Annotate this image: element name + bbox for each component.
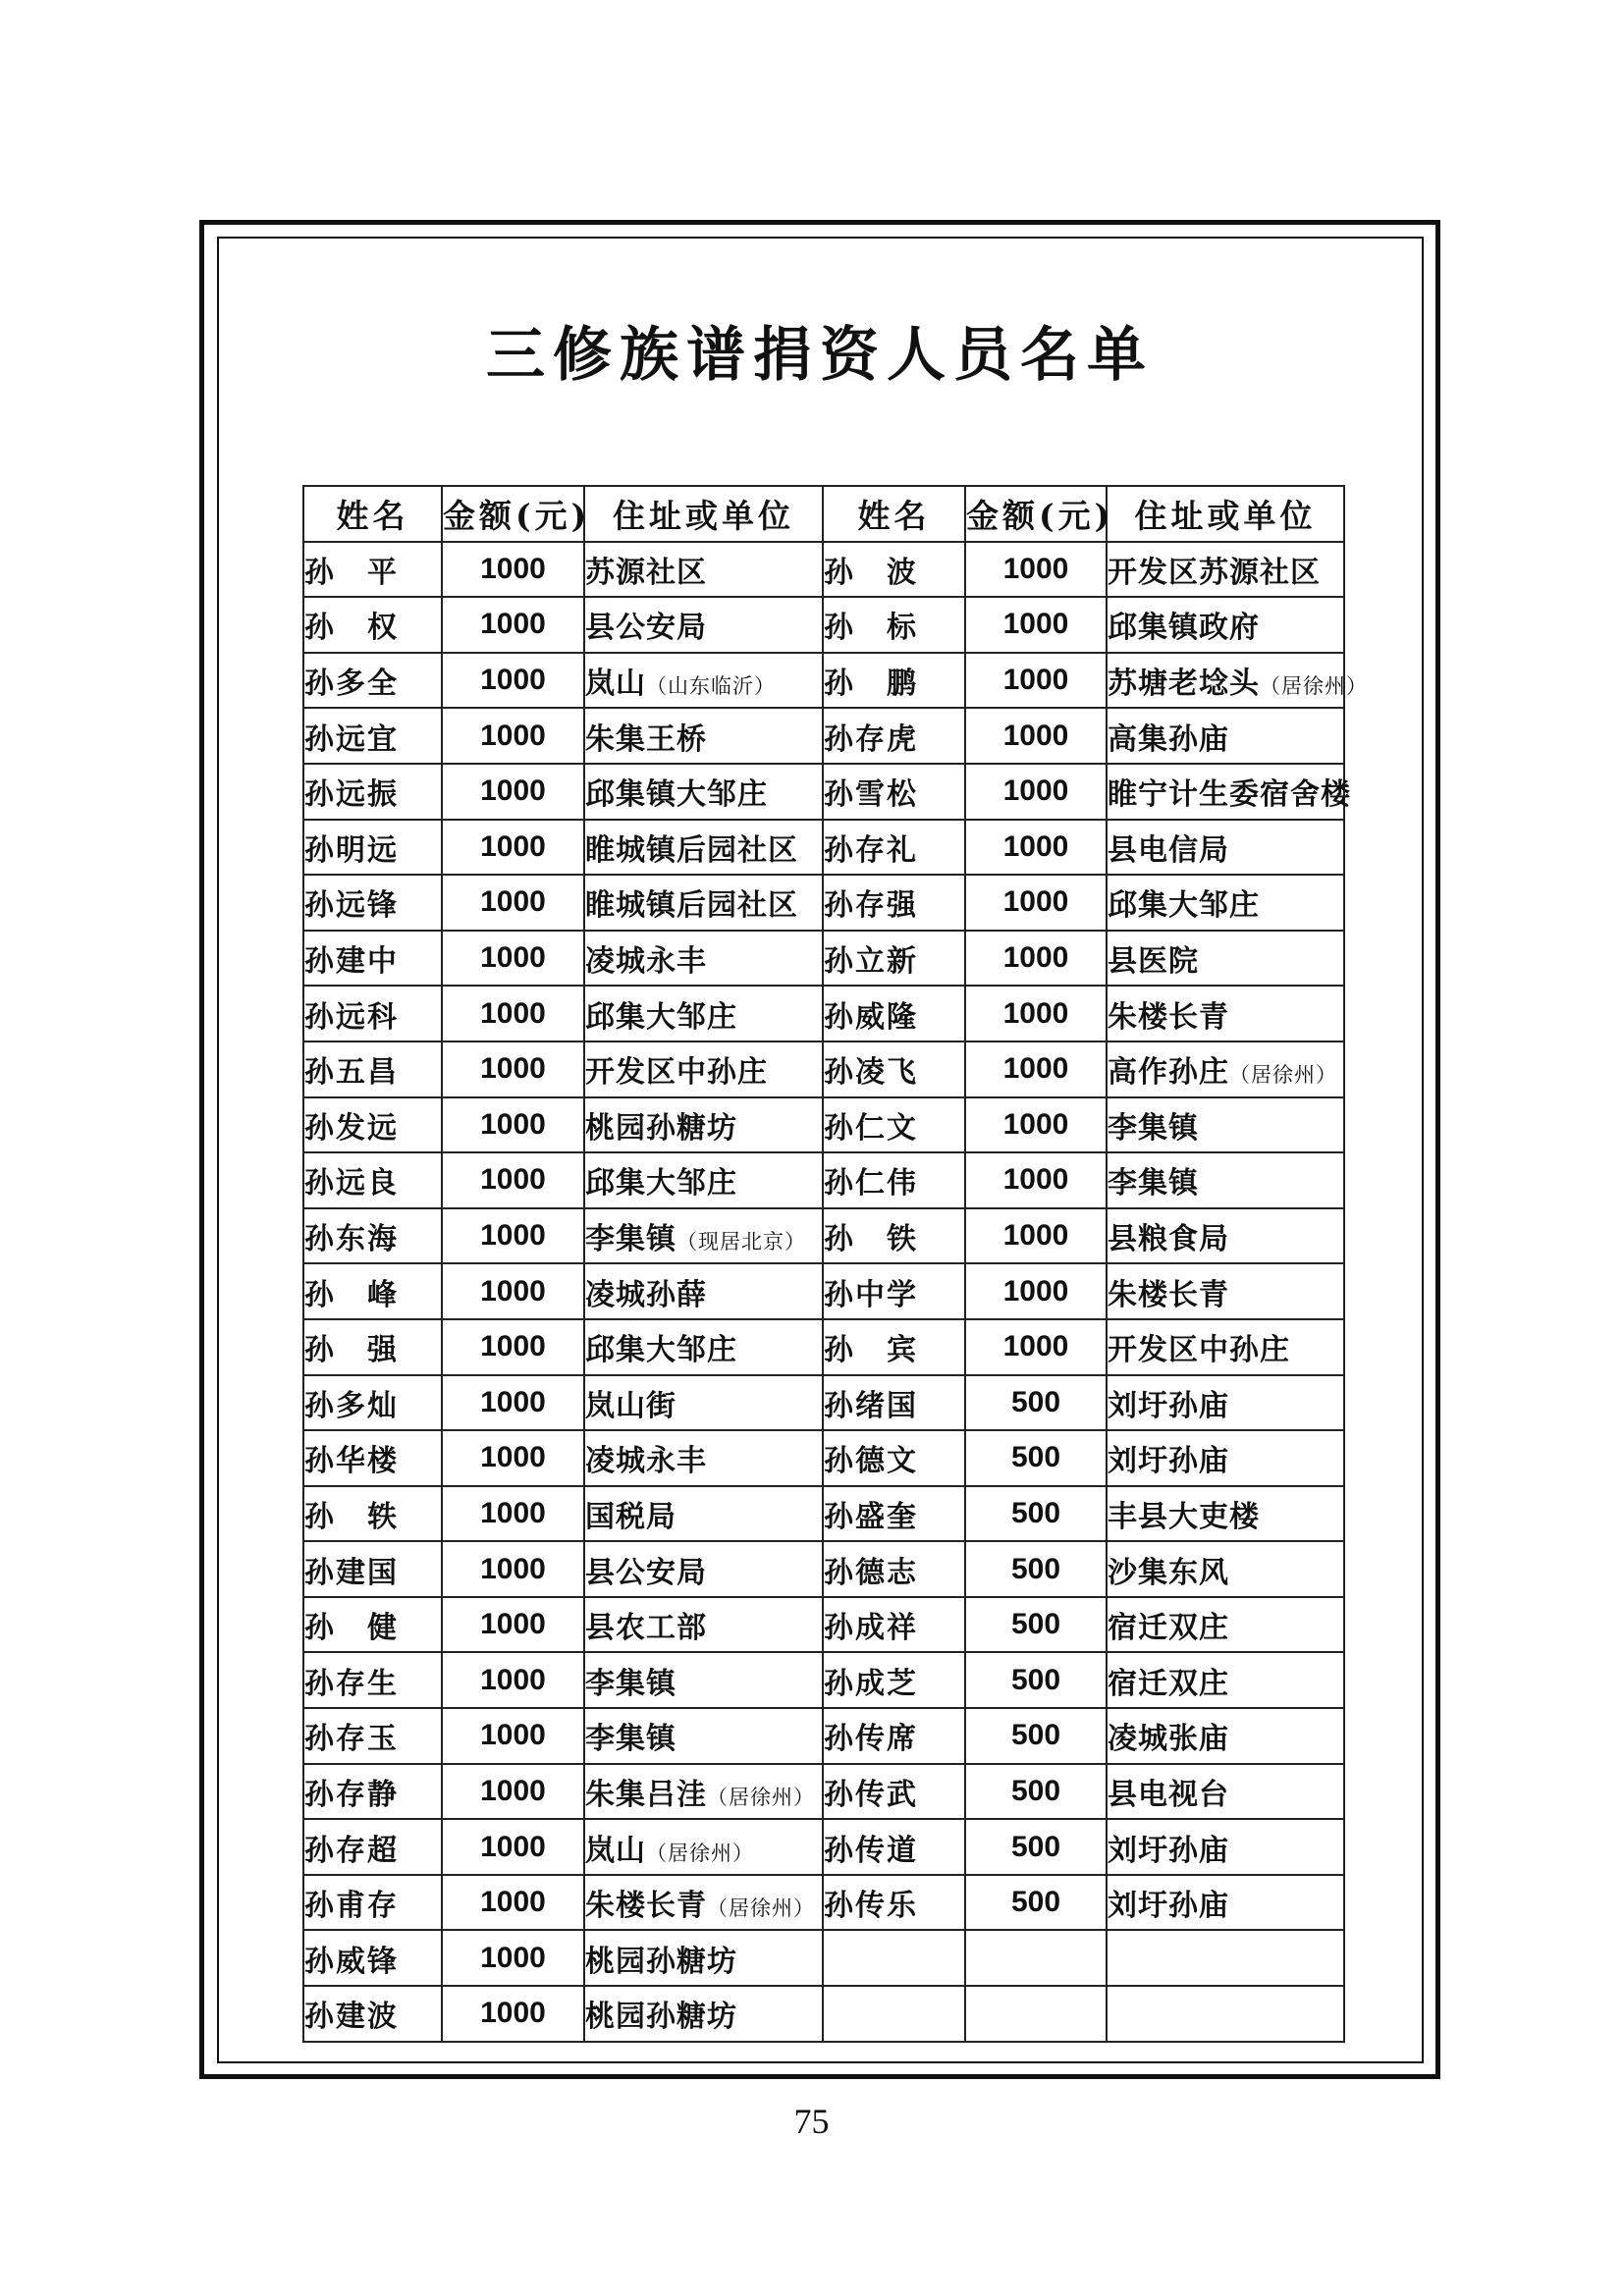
donor-address-right xyxy=(1107,653,1368,709)
donor-name-right: 孙传武 xyxy=(823,1764,965,1820)
donor-address-right xyxy=(1107,986,1344,1041)
donor-address-right xyxy=(1107,1764,1344,1820)
donor-address-left xyxy=(584,1152,823,1208)
donor-amount-right: 1000 xyxy=(965,1041,1107,1097)
donor-amount-left: 1000 xyxy=(442,1486,584,1542)
donor-name-right: 孙存强 xyxy=(823,875,965,931)
page-number: 75 xyxy=(793,2102,830,2141)
address-text: 宿迁双庄 xyxy=(1108,1666,1229,1701)
donor-address-right xyxy=(1107,708,1344,764)
donor-name-right: 孙成芝 xyxy=(823,1652,965,1708)
address-text: 开发区中孙庄 xyxy=(1108,1333,1290,1368)
table-row xyxy=(303,1263,1344,1319)
donor-amount-right: 1000 xyxy=(965,764,1107,820)
donor-name-left: 孙甫存 xyxy=(303,1875,442,1931)
address-text: 苏源社区 xyxy=(585,555,707,590)
donor-name-left: 孙远宜 xyxy=(303,708,442,764)
donor-name-left: 孙存生 xyxy=(303,1652,442,1708)
address-note: （居徐州） xyxy=(707,1785,815,1809)
donor-amount-right: 1000 xyxy=(965,597,1107,653)
donor-amount-left: 1000 xyxy=(442,1041,584,1097)
address-text: 岚山 xyxy=(585,1833,646,1868)
donor-address-left xyxy=(584,931,823,987)
address-text: 县公安局 xyxy=(585,1555,707,1590)
table-row xyxy=(303,1930,1344,1986)
donor-address-left xyxy=(584,1597,823,1653)
donor-address-right xyxy=(1107,1986,1344,2042)
donor-amount-right: 1000 xyxy=(965,931,1107,987)
donor-address-right xyxy=(1107,1819,1344,1875)
donor-amount-right: 500 xyxy=(965,1541,1107,1597)
donor-address-left xyxy=(584,1319,823,1375)
donor-amount-left: 1000 xyxy=(442,597,584,653)
donor-amount-right: 500 xyxy=(965,1708,1107,1764)
address-text: 朱楼长青 xyxy=(1108,1277,1229,1312)
table-row xyxy=(303,1708,1344,1764)
donor-address-right xyxy=(1107,1263,1344,1319)
address-text: 县粮食局 xyxy=(1108,1222,1229,1257)
table-row xyxy=(303,764,1344,820)
donor-address-left xyxy=(584,1986,823,2042)
donor-address-left xyxy=(584,1541,823,1597)
address-text: 邱集大邹庄 xyxy=(1108,888,1260,924)
donor-name-left: 孙建中 xyxy=(303,931,442,987)
donor-address-right xyxy=(1107,1430,1344,1486)
donor-address-right xyxy=(1107,1486,1344,1542)
donor-amount-left: 1000 xyxy=(442,1097,584,1153)
donor-amount-right xyxy=(965,1930,1107,1986)
header-amount-left: 金额(元) xyxy=(442,486,584,542)
donor-name-left: 孙远振 xyxy=(303,764,442,820)
donor-address-left xyxy=(584,597,823,653)
donor-name-right: 孙传道 xyxy=(823,1819,965,1875)
donor-amount-left: 1000 xyxy=(442,1819,584,1875)
donor-name-right: 孙传席 xyxy=(823,1708,965,1764)
address-text: 凌城永丰 xyxy=(585,1444,707,1479)
table-header-row xyxy=(303,486,1344,542)
donor-address-left xyxy=(584,1819,823,1875)
donor-address-left xyxy=(584,1041,823,1097)
donor-address-left xyxy=(584,1486,823,1542)
header-address-right: 住址或单位 xyxy=(1107,486,1344,542)
address-text: 高作孙庄 xyxy=(1108,1055,1229,1091)
address-note: （山东临沂） xyxy=(646,674,776,699)
address-text: 岚山街 xyxy=(585,1388,676,1423)
donor-address-right xyxy=(1107,1541,1344,1597)
donor-address-right xyxy=(1107,597,1344,653)
address-note: （居徐州） xyxy=(1229,1063,1337,1088)
address-text: 朱集吕洼 xyxy=(585,1777,707,1812)
donor-amount-right: 1000 xyxy=(965,708,1107,764)
page-title: 三修族谱捐资人员名单 xyxy=(486,321,1154,390)
donor-name-left: 孙东海 xyxy=(303,1208,442,1264)
donor-name-right: 孙仁文 xyxy=(823,1097,965,1153)
address-text: 刘圩孙庙 xyxy=(1108,1833,1229,1868)
address-text: 邱集大邹庄 xyxy=(585,1333,737,1368)
donor-address-left xyxy=(584,708,823,764)
donor-name-right: 孙成祥 xyxy=(823,1597,965,1653)
donor-address-left xyxy=(584,1097,823,1153)
donor-address-left xyxy=(584,1208,823,1264)
address-text: 岚山 xyxy=(585,667,646,702)
address-text: 朱楼长青 xyxy=(1108,999,1229,1035)
address-text: 邱集镇政府 xyxy=(1108,611,1260,646)
donor-amount-right: 1000 xyxy=(965,653,1107,709)
donor-name-left: 孙远良 xyxy=(303,1152,442,1208)
donor-amount-left: 1000 xyxy=(442,1152,584,1208)
donor-address-left xyxy=(584,653,823,709)
header-amount-right: 金额(元) xyxy=(965,486,1107,542)
header-name-left: 姓名 xyxy=(303,486,442,542)
donor-amount-left: 1000 xyxy=(442,1430,584,1486)
address-note: （居徐州） xyxy=(707,1896,815,1921)
address-text: 凌城孙薛 xyxy=(585,1277,707,1312)
donor-address-right xyxy=(1107,1208,1344,1264)
donor-amount-right: 1000 xyxy=(965,1152,1107,1208)
address-note: （现居北京） xyxy=(676,1230,806,1255)
donor-name-right xyxy=(823,1986,965,2042)
address-text: 桃园孙糖坊 xyxy=(585,1110,737,1146)
donor-name-left: 孙华楼 xyxy=(303,1430,442,1486)
donor-amount-right: 500 xyxy=(965,1652,1107,1708)
donor-address-right xyxy=(1107,1152,1344,1208)
address-text: 桃园孙糖坊 xyxy=(585,2000,737,2035)
donor-name-left: 孙多全 xyxy=(303,653,442,709)
donor-table xyxy=(302,485,1368,2043)
donor-amount-left: 1000 xyxy=(442,764,584,820)
address-text: 苏塘老埝头 xyxy=(1108,667,1260,702)
address-text: 县公安局 xyxy=(585,611,707,646)
donor-amount-right: 500 xyxy=(965,1764,1107,1820)
address-text: 沙集东风 xyxy=(1108,1555,1229,1590)
donor-address-right xyxy=(1107,542,1344,598)
donor-address-right xyxy=(1107,1041,1344,1097)
address-text: 国税局 xyxy=(585,1499,676,1534)
donor-amount-right: 1000 xyxy=(965,1208,1107,1264)
donor-amount-left: 1000 xyxy=(442,1263,584,1319)
donor-amount-left: 1000 xyxy=(442,1652,584,1708)
donor-amount-right: 500 xyxy=(965,1430,1107,1486)
donor-name-left: 孙发远 xyxy=(303,1097,442,1153)
donor-address-right xyxy=(1107,820,1344,876)
donor-amount-right: 1000 xyxy=(965,1263,1107,1319)
address-text: 高集孙庙 xyxy=(1108,721,1229,757)
donor-name-right: 孙德志 xyxy=(823,1541,965,1597)
address-text: 李集镇 xyxy=(1108,1166,1199,1201)
address-text: 朱楼长青 xyxy=(585,1889,707,1924)
donor-amount-left: 1000 xyxy=(442,1319,584,1375)
table-row xyxy=(303,1430,1344,1486)
address-text: 刘圩孙庙 xyxy=(1108,1444,1229,1479)
donor-name-left: 孙威锋 xyxy=(303,1930,442,1986)
donor-address-right xyxy=(1107,1319,1344,1375)
table-row xyxy=(303,875,1344,931)
donor-name-left: 孙存超 xyxy=(303,1819,442,1875)
donor-address-left xyxy=(584,1263,823,1319)
donor-amount-right: 500 xyxy=(965,1875,1107,1931)
donor-amount-left: 1000 xyxy=(442,653,584,709)
donor-amount-left: 1000 xyxy=(442,1930,584,1986)
donor-amount-left: 1000 xyxy=(442,875,584,931)
donor-amount-left: 1000 xyxy=(442,1375,584,1431)
donor-amount-right: 1000 xyxy=(965,820,1107,876)
address-text: 县农工部 xyxy=(585,1611,707,1646)
donor-name-right: 孙绪国 xyxy=(823,1375,965,1431)
address-text: 县医院 xyxy=(1108,944,1199,980)
donor-name-left: 孙五昌 xyxy=(303,1041,442,1097)
donor-amount-right: 500 xyxy=(965,1486,1107,1542)
donor-name-right: 孙凌飞 xyxy=(823,1041,965,1097)
donor-name-right: 孙盛奎 xyxy=(823,1486,965,1542)
donor-name-left: 孙 峰 xyxy=(303,1263,442,1319)
table-row xyxy=(303,1375,1344,1431)
table-row xyxy=(303,1319,1344,1375)
donor-name-right: 孙仁伟 xyxy=(823,1152,965,1208)
donor-amount-left: 1000 xyxy=(442,1597,584,1653)
table-row xyxy=(303,820,1344,876)
donor-address-left xyxy=(584,1708,823,1764)
donor-name-right xyxy=(823,1930,965,1986)
address-text: 凌城永丰 xyxy=(585,944,707,980)
address-text: 宿迁双庄 xyxy=(1108,1611,1229,1646)
donor-name-right: 孙威隆 xyxy=(823,986,965,1041)
address-text: 李集镇 xyxy=(585,1222,676,1257)
table-row xyxy=(303,542,1344,598)
donor-name-right: 孙德文 xyxy=(823,1430,965,1486)
donor-amount-left: 1000 xyxy=(442,1986,584,2042)
donor-amount-right: 1000 xyxy=(965,1319,1107,1375)
donor-amount-right: 500 xyxy=(965,1597,1107,1653)
address-text: 邱集镇大邹庄 xyxy=(585,777,768,813)
header-address-left: 住址或单位 xyxy=(584,486,823,542)
donor-address-left xyxy=(584,1930,823,1986)
address-text: 县电视台 xyxy=(1108,1777,1229,1812)
donor-name-left: 孙 强 xyxy=(303,1319,442,1375)
address-text: 李集镇 xyxy=(1108,1110,1199,1146)
donor-address-left xyxy=(584,1764,823,1820)
donor-address-right xyxy=(1107,1875,1344,1931)
donor-name-right: 孙中学 xyxy=(823,1263,965,1319)
donor-name-right: 孙传乐 xyxy=(823,1875,965,1931)
address-text: 李集镇 xyxy=(585,1666,676,1701)
donor-amount-right: 500 xyxy=(965,1819,1107,1875)
address-text: 邱集大邹庄 xyxy=(585,999,737,1035)
table-row xyxy=(303,708,1344,764)
donor-name-right: 孙 波 xyxy=(823,542,965,598)
donor-amount-left: 1000 xyxy=(442,986,584,1041)
table-row xyxy=(303,1541,1344,1597)
donor-name-right: 孙 铁 xyxy=(823,1208,965,1264)
donor-name-right: 孙 鹏 xyxy=(823,653,965,709)
donor-address-left xyxy=(584,542,823,598)
donor-amount-right: 1000 xyxy=(965,986,1107,1041)
table-row xyxy=(303,931,1344,987)
table-row xyxy=(303,1764,1344,1820)
donor-table-body xyxy=(303,542,1368,2042)
address-text: 凌城张庙 xyxy=(1108,1722,1229,1757)
address-text: 县电信局 xyxy=(1108,832,1229,868)
donor-name-left: 孙建国 xyxy=(303,1541,442,1597)
address-text: 开发区中孙庄 xyxy=(585,1055,768,1091)
table-row xyxy=(303,653,1344,709)
address-text: 睢城镇后园社区 xyxy=(585,888,798,924)
donor-name-left: 孙 健 xyxy=(303,1597,442,1653)
table-row xyxy=(303,1986,1344,2042)
donor-address-right xyxy=(1107,1708,1344,1764)
donor-name-left: 孙远科 xyxy=(303,986,442,1041)
donor-address-left xyxy=(584,1375,823,1431)
donor-address-left xyxy=(584,986,823,1041)
table-row xyxy=(303,1208,1344,1264)
donor-name-right: 孙 宾 xyxy=(823,1319,965,1375)
table-row xyxy=(303,1486,1344,1542)
donor-amount-left: 1000 xyxy=(442,1764,584,1820)
address-text: 睢城镇后园社区 xyxy=(585,832,798,868)
donor-amount-right: 500 xyxy=(965,1375,1107,1431)
table-row xyxy=(303,1152,1344,1208)
address-note: （居徐州） xyxy=(1260,674,1368,699)
address-text: 刘圩孙庙 xyxy=(1108,1388,1229,1423)
table-row xyxy=(303,1597,1344,1653)
donor-address-left xyxy=(584,1875,823,1931)
donor-name-right: 孙雪松 xyxy=(823,764,965,820)
address-text: 李集镇 xyxy=(585,1722,676,1757)
donor-name-right: 孙立新 xyxy=(823,931,965,987)
donor-amount-right: 1000 xyxy=(965,1097,1107,1153)
table-row xyxy=(303,1875,1344,1931)
donor-name-left: 孙存静 xyxy=(303,1764,442,1820)
address-note: （居徐州） xyxy=(646,1841,754,1865)
donor-name-left: 孙建波 xyxy=(303,1986,442,2042)
donor-address-right xyxy=(1107,1930,1344,1986)
donor-name-left: 孙 权 xyxy=(303,597,442,653)
donor-name-right: 孙存虎 xyxy=(823,708,965,764)
donor-amount-right: 1000 xyxy=(965,542,1107,598)
donor-name-right: 孙存礼 xyxy=(823,820,965,876)
donor-address-right xyxy=(1107,764,1351,820)
donor-amount-left: 1000 xyxy=(442,1208,584,1264)
donor-amount-left: 1000 xyxy=(442,708,584,764)
header-name-right: 姓名 xyxy=(823,486,965,542)
donor-amount-right xyxy=(965,1986,1107,2042)
table-row xyxy=(303,986,1344,1041)
donor-name-left: 孙多灿 xyxy=(303,1375,442,1431)
donor-name-left: 孙存玉 xyxy=(303,1708,442,1764)
donor-amount-right: 1000 xyxy=(965,875,1107,931)
donor-address-right xyxy=(1107,875,1344,931)
donor-name-left: 孙明远 xyxy=(303,820,442,876)
donor-address-left xyxy=(584,1430,823,1486)
table-row xyxy=(303,597,1344,653)
address-text: 睢宁计生委宿舍楼 xyxy=(1108,777,1351,813)
donor-address-left xyxy=(584,764,823,820)
donor-amount-left: 1000 xyxy=(442,1541,584,1597)
address-text: 桃园孙糖坊 xyxy=(585,1944,737,1979)
donor-name-right: 孙 标 xyxy=(823,597,965,653)
table-row xyxy=(303,1041,1344,1097)
address-text: 邱集大邹庄 xyxy=(585,1166,737,1201)
table-row xyxy=(303,1652,1344,1708)
donor-address-right xyxy=(1107,1097,1344,1153)
donor-amount-left: 1000 xyxy=(442,1875,584,1931)
donor-amount-left: 1000 xyxy=(442,820,584,876)
donor-address-right xyxy=(1107,1597,1344,1653)
donor-name-left: 孙 轶 xyxy=(303,1486,442,1542)
table-row xyxy=(303,1819,1344,1875)
donor-amount-left: 1000 xyxy=(442,1708,584,1764)
address-text: 刘圩孙庙 xyxy=(1108,1889,1229,1924)
donor-amount-left: 1000 xyxy=(442,542,584,598)
donor-address-right xyxy=(1107,1652,1344,1708)
table-row xyxy=(303,1097,1344,1153)
donor-address-left xyxy=(584,1652,823,1708)
donor-address-right xyxy=(1107,931,1344,987)
donor-name-left: 孙 平 xyxy=(303,542,442,598)
address-text: 开发区苏源社区 xyxy=(1108,555,1321,590)
address-text: 朱集王桥 xyxy=(585,721,707,757)
donor-address-left xyxy=(584,875,823,931)
address-text: 丰县大吏楼 xyxy=(1108,1499,1260,1534)
donor-name-left: 孙远锋 xyxy=(303,875,442,931)
donor-address-right xyxy=(1107,1375,1344,1431)
donor-address-left xyxy=(584,820,823,876)
donor-amount-left: 1000 xyxy=(442,931,584,987)
